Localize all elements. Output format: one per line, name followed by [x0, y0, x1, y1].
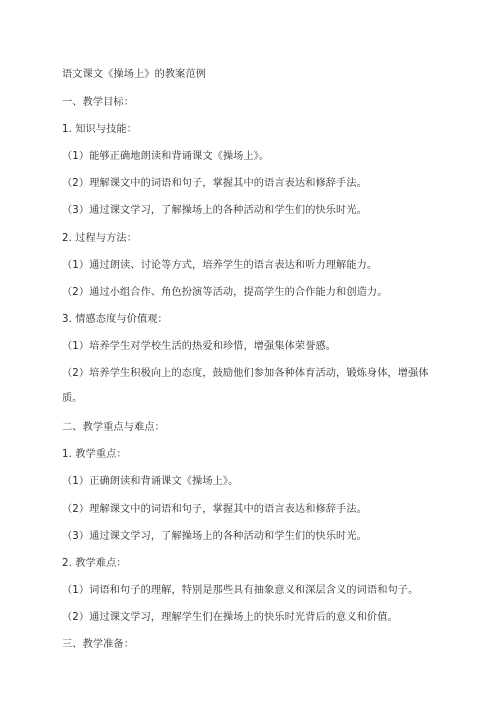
paragraph-line: （1）培养学生对学校生活的热爱和珍惜，增强集体荣誉感。: [62, 341, 337, 352]
paragraph-line: （2）通过课文学习，理解学生们在操场上的快乐时光背后的意义和价值。: [62, 612, 398, 623]
paragraph-line: （2）理解课文中的词语和句子，掌握其中的语言表达和修辞手法。: [62, 178, 367, 189]
paragraph-line: （3）通过课文学习，了解操场上的各种活动和学生们的快乐时光。: [62, 531, 367, 542]
paragraph-line: （1）词语和句子的理解，特别是那些具有抽象意义和深层含义的词语和句子。: [62, 585, 419, 596]
subsection-heading-process: 2. 过程与方法：: [62, 233, 137, 244]
paragraph-line: （1）正确朗读和背诵课文《操场上》。: [62, 476, 239, 487]
subsection-heading-difficulty: 2. 教学难点：: [62, 558, 127, 569]
subsection-heading-attitude: 3. 情感态度与价值观：: [62, 314, 168, 325]
paragraph-line: （1）能够正确地朗读和背诵课文《操场上》。: [62, 151, 270, 162]
paragraph-line: （2）理解课文中的词语和句子，掌握其中的语言表达和修辞手法。: [62, 504, 367, 515]
subsection-heading-knowledge: 1. 知识与技能：: [62, 124, 137, 135]
paragraph-line: （3）通过课文学习，了解操场上的各种活动和学生们的快乐时光。: [62, 205, 367, 216]
subsection-heading-focus: 1. 教学重点：: [62, 449, 127, 460]
document-title: 语文课文《操场上》的教案范例: [62, 69, 207, 80]
paragraph-line-wrapped: （2）培养学生积极向上的态度，鼓励他们参加各种体育活动，锻炼身体，增强体质。: [62, 368, 429, 404]
section-heading-objectives: 一、教学目标：: [62, 97, 135, 108]
paragraph-line: （1）通过朗读、讨论等方式，培养学生的语言表达和听力理解能力。: [62, 260, 378, 271]
paragraph-line: （2）通过小组合作、角色扮演等活动，提高学生的合作能力和创造力。: [62, 287, 388, 298]
section-heading-key-points: 二、教学重点与难点：: [62, 422, 165, 433]
section-heading-preparation: 三、教学准备：: [62, 639, 135, 650]
